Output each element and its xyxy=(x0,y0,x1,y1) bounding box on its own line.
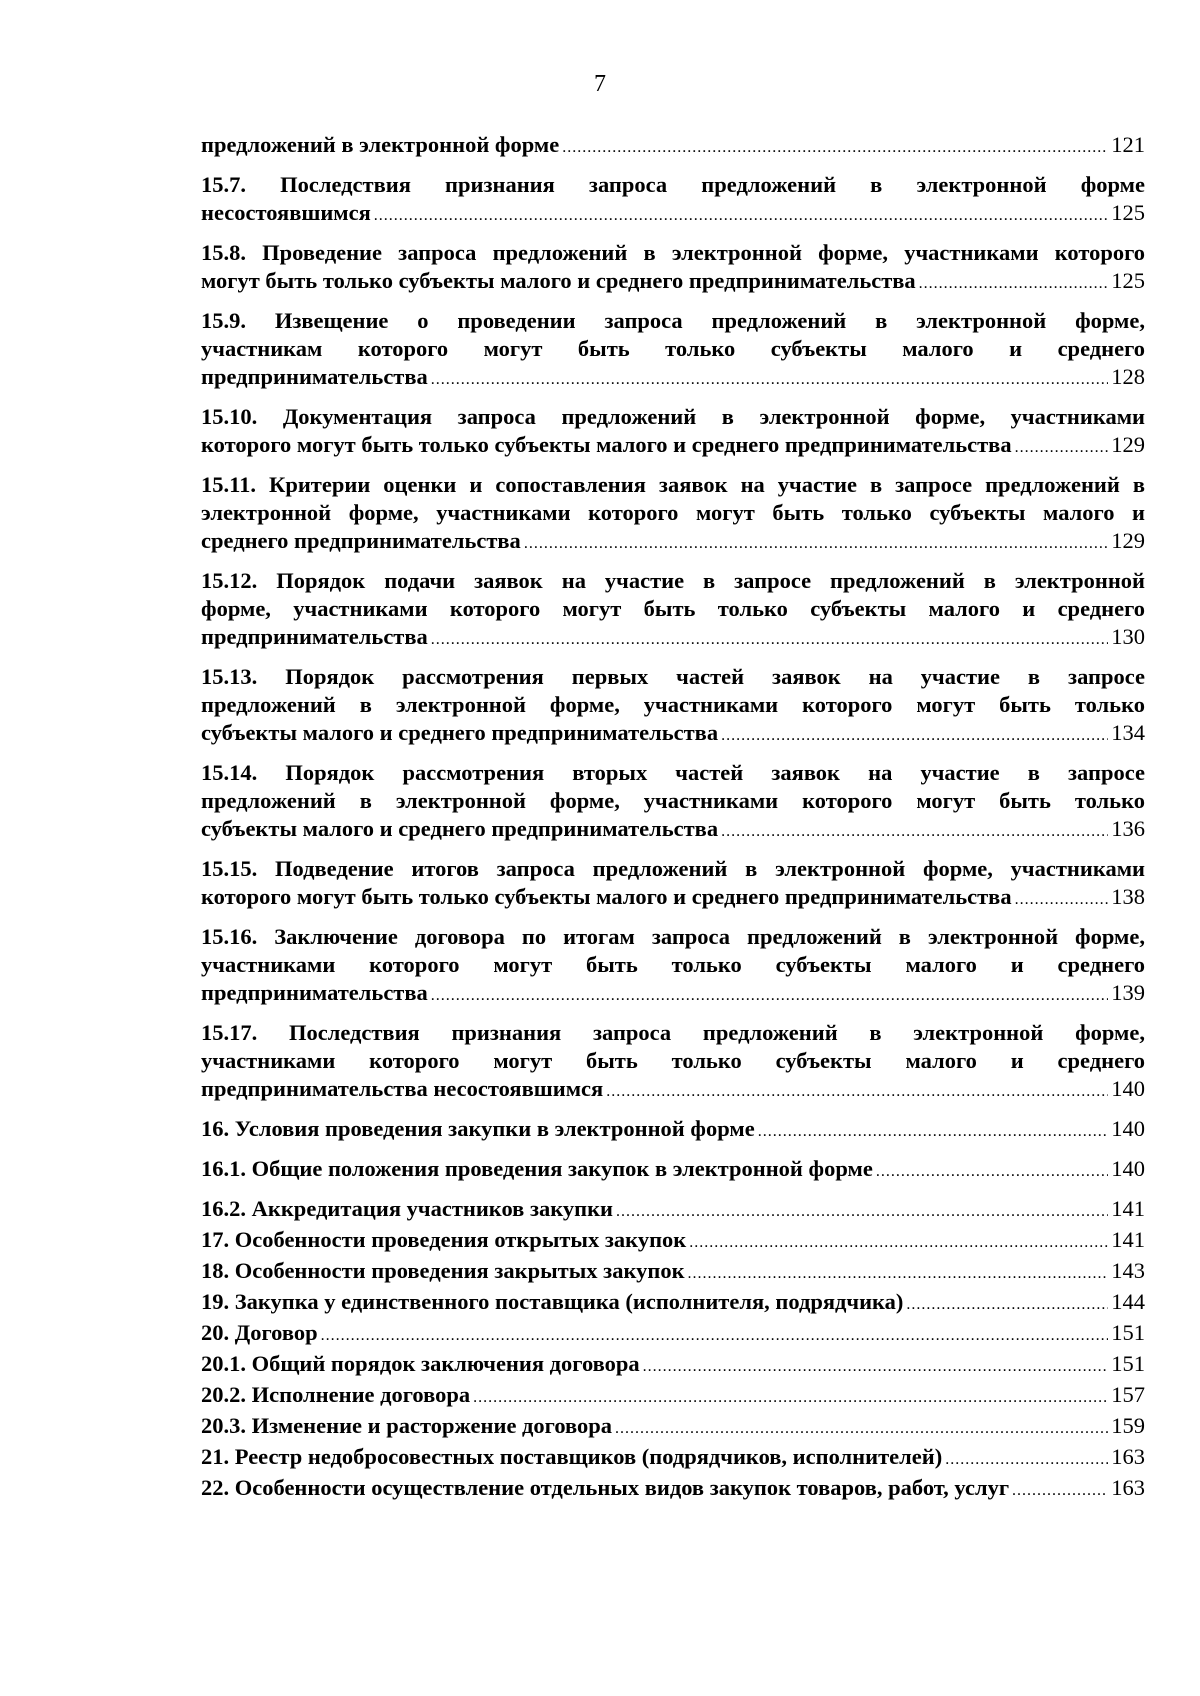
toc-entry-last-line xyxy=(201,131,1145,162)
dot-leader xyxy=(721,722,1108,750)
dot-leader xyxy=(1012,1477,1108,1505)
toc-entry-title: которого могут быть только субъекты малого и среднего предпринимательства xyxy=(201,884,1012,909)
toc-entry-last-line xyxy=(201,1257,1145,1288)
dot-leader xyxy=(1015,434,1109,462)
toc-entry-last-line xyxy=(201,1155,1145,1186)
toc-page-number: 151 xyxy=(1111,1320,1145,1345)
toc-entry-last-line xyxy=(201,431,1145,462)
toc-entry-line: участникам которого могут быть только субъекты малого и среднего xyxy=(201,336,1145,361)
toc-entry-line: 15.9. Извещение о проведении запроса предложений в электронной форме, xyxy=(201,308,1145,333)
toc-entry[interactable] xyxy=(201,1155,1145,1186)
toc-entry-last-line xyxy=(201,1195,1145,1226)
toc-entry-title: 18. Особенности проведения закрытых закупок xyxy=(201,1258,685,1283)
toc-entry[interactable] xyxy=(201,663,1145,750)
toc-entry-last-line xyxy=(201,267,1145,298)
toc-entry[interactable] xyxy=(201,239,1145,298)
toc-page-number: 157 xyxy=(1111,1382,1145,1407)
dot-leader xyxy=(758,1118,1109,1146)
toc-entry-last-line xyxy=(201,1350,1145,1381)
toc-entry-last-line xyxy=(201,1381,1145,1412)
toc-entry-line: 15.11. Критерии оценки и сопоставления заявок на участие в запросе предложений в xyxy=(201,472,1145,497)
table-of-contents xyxy=(201,131,1145,1505)
toc-entry[interactable] xyxy=(201,1226,1145,1257)
toc-page-number: 144 xyxy=(1111,1289,1145,1314)
toc-entry-line: участниками которого могут быть только субъекты малого и среднего xyxy=(201,1048,1145,1073)
toc-page-number: 139 xyxy=(1111,980,1145,1005)
dot-leader xyxy=(643,1353,1109,1381)
toc-entry[interactable] xyxy=(201,1019,1145,1106)
dot-leader xyxy=(321,1322,1109,1350)
toc-entry-line: 15.10. Документация запроса предложений в электронной форме, участниками xyxy=(201,404,1145,429)
toc-entry-line: 15.7. Последствия признания запроса предложений в электронной форме xyxy=(201,172,1145,197)
dot-leader xyxy=(524,530,1108,558)
dot-leader xyxy=(616,1198,1108,1226)
toc-page-number: 138 xyxy=(1111,884,1145,909)
toc-entry-last-line xyxy=(201,623,1145,654)
dot-leader xyxy=(615,1415,1108,1443)
toc-entry-title: 19. Закупка у единственного поставщика (исполнителя, подрядчика) xyxy=(201,1289,904,1314)
toc-page-number: 143 xyxy=(1111,1258,1145,1283)
toc-entry-last-line xyxy=(201,719,1145,750)
toc-entry-title: 20.3. Изменение и расторжение договора xyxy=(201,1413,613,1438)
toc-entry[interactable] xyxy=(201,1195,1145,1226)
toc-page-number: 159 xyxy=(1111,1413,1145,1438)
toc-entry-title: 17. Особенности проведения открытых закупок xyxy=(201,1227,687,1252)
dot-leader xyxy=(688,1260,1109,1288)
toc-entry[interactable] xyxy=(201,923,1145,1010)
toc-entry-title: предпринимательства xyxy=(201,624,428,649)
toc-page-number: 130 xyxy=(1111,624,1145,649)
toc-entry-title: 20.2. Исполнение договора xyxy=(201,1382,471,1407)
toc-page-number: 140 xyxy=(1111,1156,1145,1181)
toc-entry[interactable] xyxy=(201,307,1145,394)
toc-entry[interactable] xyxy=(201,759,1145,846)
dot-leader xyxy=(689,1229,1108,1257)
dot-leader xyxy=(919,270,1109,298)
toc-entry-line: 15.12. Порядок подачи заявок на участие в запросе предложений в электронной xyxy=(201,568,1145,593)
page-number: 7 xyxy=(594,71,606,97)
toc-entry[interactable] xyxy=(201,1381,1145,1412)
toc-entry[interactable] xyxy=(201,131,1145,162)
toc-entry-title: предпринимательства несостоявшимся xyxy=(201,1076,604,1101)
toc-entry-title: 20. Договор xyxy=(201,1320,318,1345)
toc-entry-title: 16.2. Аккредитация участников закупки xyxy=(201,1196,614,1221)
toc-entry-line: 15.16. Заключение договора по итогам запроса предложений в электронной форме, xyxy=(201,924,1145,949)
toc-entry-last-line xyxy=(201,815,1145,846)
toc-entry-last-line xyxy=(201,527,1145,558)
toc-entry-title: 22. Особенности осуществление отдельных видов закупок товаров, работ, услуг xyxy=(201,1475,1010,1500)
dot-leader xyxy=(431,626,1108,654)
toc-entry-last-line xyxy=(201,1115,1145,1146)
toc-entry-last-line xyxy=(201,199,1145,230)
toc-entry[interactable] xyxy=(201,855,1145,914)
toc-entry-last-line xyxy=(201,1226,1145,1257)
toc-entry-title: 20.1. Общий порядок заключения договора xyxy=(201,1351,640,1376)
toc-entry-title: 16.1. Общие положения проведения закупок в электронной форме xyxy=(201,1156,873,1181)
toc-entry-line: 15.13. Порядок рассмотрения первых частей заявок на участие в запросе xyxy=(201,664,1145,689)
toc-entry-last-line xyxy=(201,1319,1145,1350)
toc-page-number: 125 xyxy=(1111,268,1145,293)
toc-entry-line: предложений в электронной форме, участниками которого могут быть только xyxy=(201,692,1145,717)
toc-entry-last-line xyxy=(201,883,1145,914)
dot-leader xyxy=(906,1291,1108,1319)
toc-entry-last-line xyxy=(201,1443,1145,1474)
toc-page-number: 141 xyxy=(1111,1196,1145,1221)
toc-entry-title: 21. Реестр недобросовестных поставщиков (подрядчиков, исполнителей) xyxy=(201,1444,943,1469)
toc-entry[interactable] xyxy=(201,1443,1145,1474)
toc-entry-title: субъекты малого и среднего предпринимательства xyxy=(201,720,719,745)
toc-page-number: 151 xyxy=(1111,1351,1145,1376)
toc-entry-last-line xyxy=(201,1288,1145,1319)
dot-leader xyxy=(431,366,1108,394)
toc-entry-title: предпринимательства xyxy=(201,364,428,389)
dot-leader xyxy=(431,982,1108,1010)
toc-page-number: 129 xyxy=(1111,432,1145,457)
toc-entry-last-line xyxy=(201,979,1145,1010)
toc-entry-title: предложений в электронной форме xyxy=(201,132,560,157)
toc-entry-line: электронной форме, участниками которого могут быть только субъекты малого и xyxy=(201,500,1145,525)
toc-entry[interactable] xyxy=(201,171,1145,230)
toc-entry-title: субъекты малого и среднего предпринимательства xyxy=(201,816,719,841)
toc-page-number: 163 xyxy=(1111,1475,1145,1500)
toc-entry[interactable] xyxy=(201,1257,1145,1288)
toc-page-number: 125 xyxy=(1111,200,1145,225)
toc-page-number: 163 xyxy=(1111,1444,1145,1469)
toc-entry[interactable] xyxy=(201,403,1145,462)
toc-entry[interactable] xyxy=(201,1115,1145,1146)
toc-entry-last-line xyxy=(201,1412,1145,1443)
dot-leader xyxy=(562,134,1108,162)
dot-leader xyxy=(945,1446,1108,1474)
toc-entry-line: предложений в электронной форме, участниками которого могут быть только xyxy=(201,788,1145,813)
toc-entry[interactable] xyxy=(201,1474,1145,1505)
toc-page-number: 129 xyxy=(1111,528,1145,553)
toc-entry-line: 15.15. Подведение итогов запроса предложений в электронной форме, участниками xyxy=(201,856,1145,881)
toc-entry-line: 15.17. Последствия признания запроса предложений в электронной форме, xyxy=(201,1020,1145,1045)
toc-page-number: 140 xyxy=(1111,1076,1145,1101)
toc-entry[interactable] xyxy=(201,1319,1145,1350)
toc-entry-line: форме, участниками которого могут быть только субъекты малого и среднего xyxy=(201,596,1145,621)
toc-entry[interactable] xyxy=(201,1412,1145,1443)
toc-page-number: 140 xyxy=(1111,1116,1145,1141)
toc-entry[interactable] xyxy=(201,567,1145,654)
toc-entry-last-line xyxy=(201,363,1145,394)
dot-leader xyxy=(606,1078,1108,1106)
dot-leader xyxy=(473,1384,1108,1412)
toc-entry-last-line xyxy=(201,1075,1145,1106)
toc-page-number: 128 xyxy=(1111,364,1145,389)
toc-entry-title: среднего предпринимательства xyxy=(201,528,521,553)
toc-page-number: 141 xyxy=(1111,1227,1145,1252)
toc-entry-title: предпринимательства xyxy=(201,980,428,1005)
dot-leader xyxy=(374,202,1108,230)
toc-entry-title: могут быть только субъекты малого и среднего предпринимательства xyxy=(201,268,916,293)
toc-page-number: 121 xyxy=(1111,132,1145,157)
toc-page-number: 134 xyxy=(1111,720,1145,745)
toc-entry-line: 15.8. Проведение запроса предложений в электронной форме, участниками которого xyxy=(201,240,1145,265)
toc-entry[interactable] xyxy=(201,471,1145,558)
toc-entry[interactable] xyxy=(201,1350,1145,1381)
toc-entry[interactable] xyxy=(201,1288,1145,1319)
toc-entry-line: участниками которого могут быть только субъекты малого и среднего xyxy=(201,952,1145,977)
toc-entry-title: несостоявшимся xyxy=(201,200,371,225)
toc-entry-line: 15.14. Порядок рассмотрения вторых частей заявок на участие в запросе xyxy=(201,760,1145,785)
toc-entry-title: которого могут быть только субъекты малого и среднего предпринимательства xyxy=(201,432,1012,457)
toc-entry-title: 16. Условия проведения закупки в электронной форме xyxy=(201,1116,755,1141)
dot-leader xyxy=(876,1158,1108,1186)
dot-leader xyxy=(1015,886,1109,914)
toc-entry-last-line xyxy=(201,1474,1145,1505)
dot-leader xyxy=(721,818,1108,846)
toc-page-number: 136 xyxy=(1111,816,1145,841)
